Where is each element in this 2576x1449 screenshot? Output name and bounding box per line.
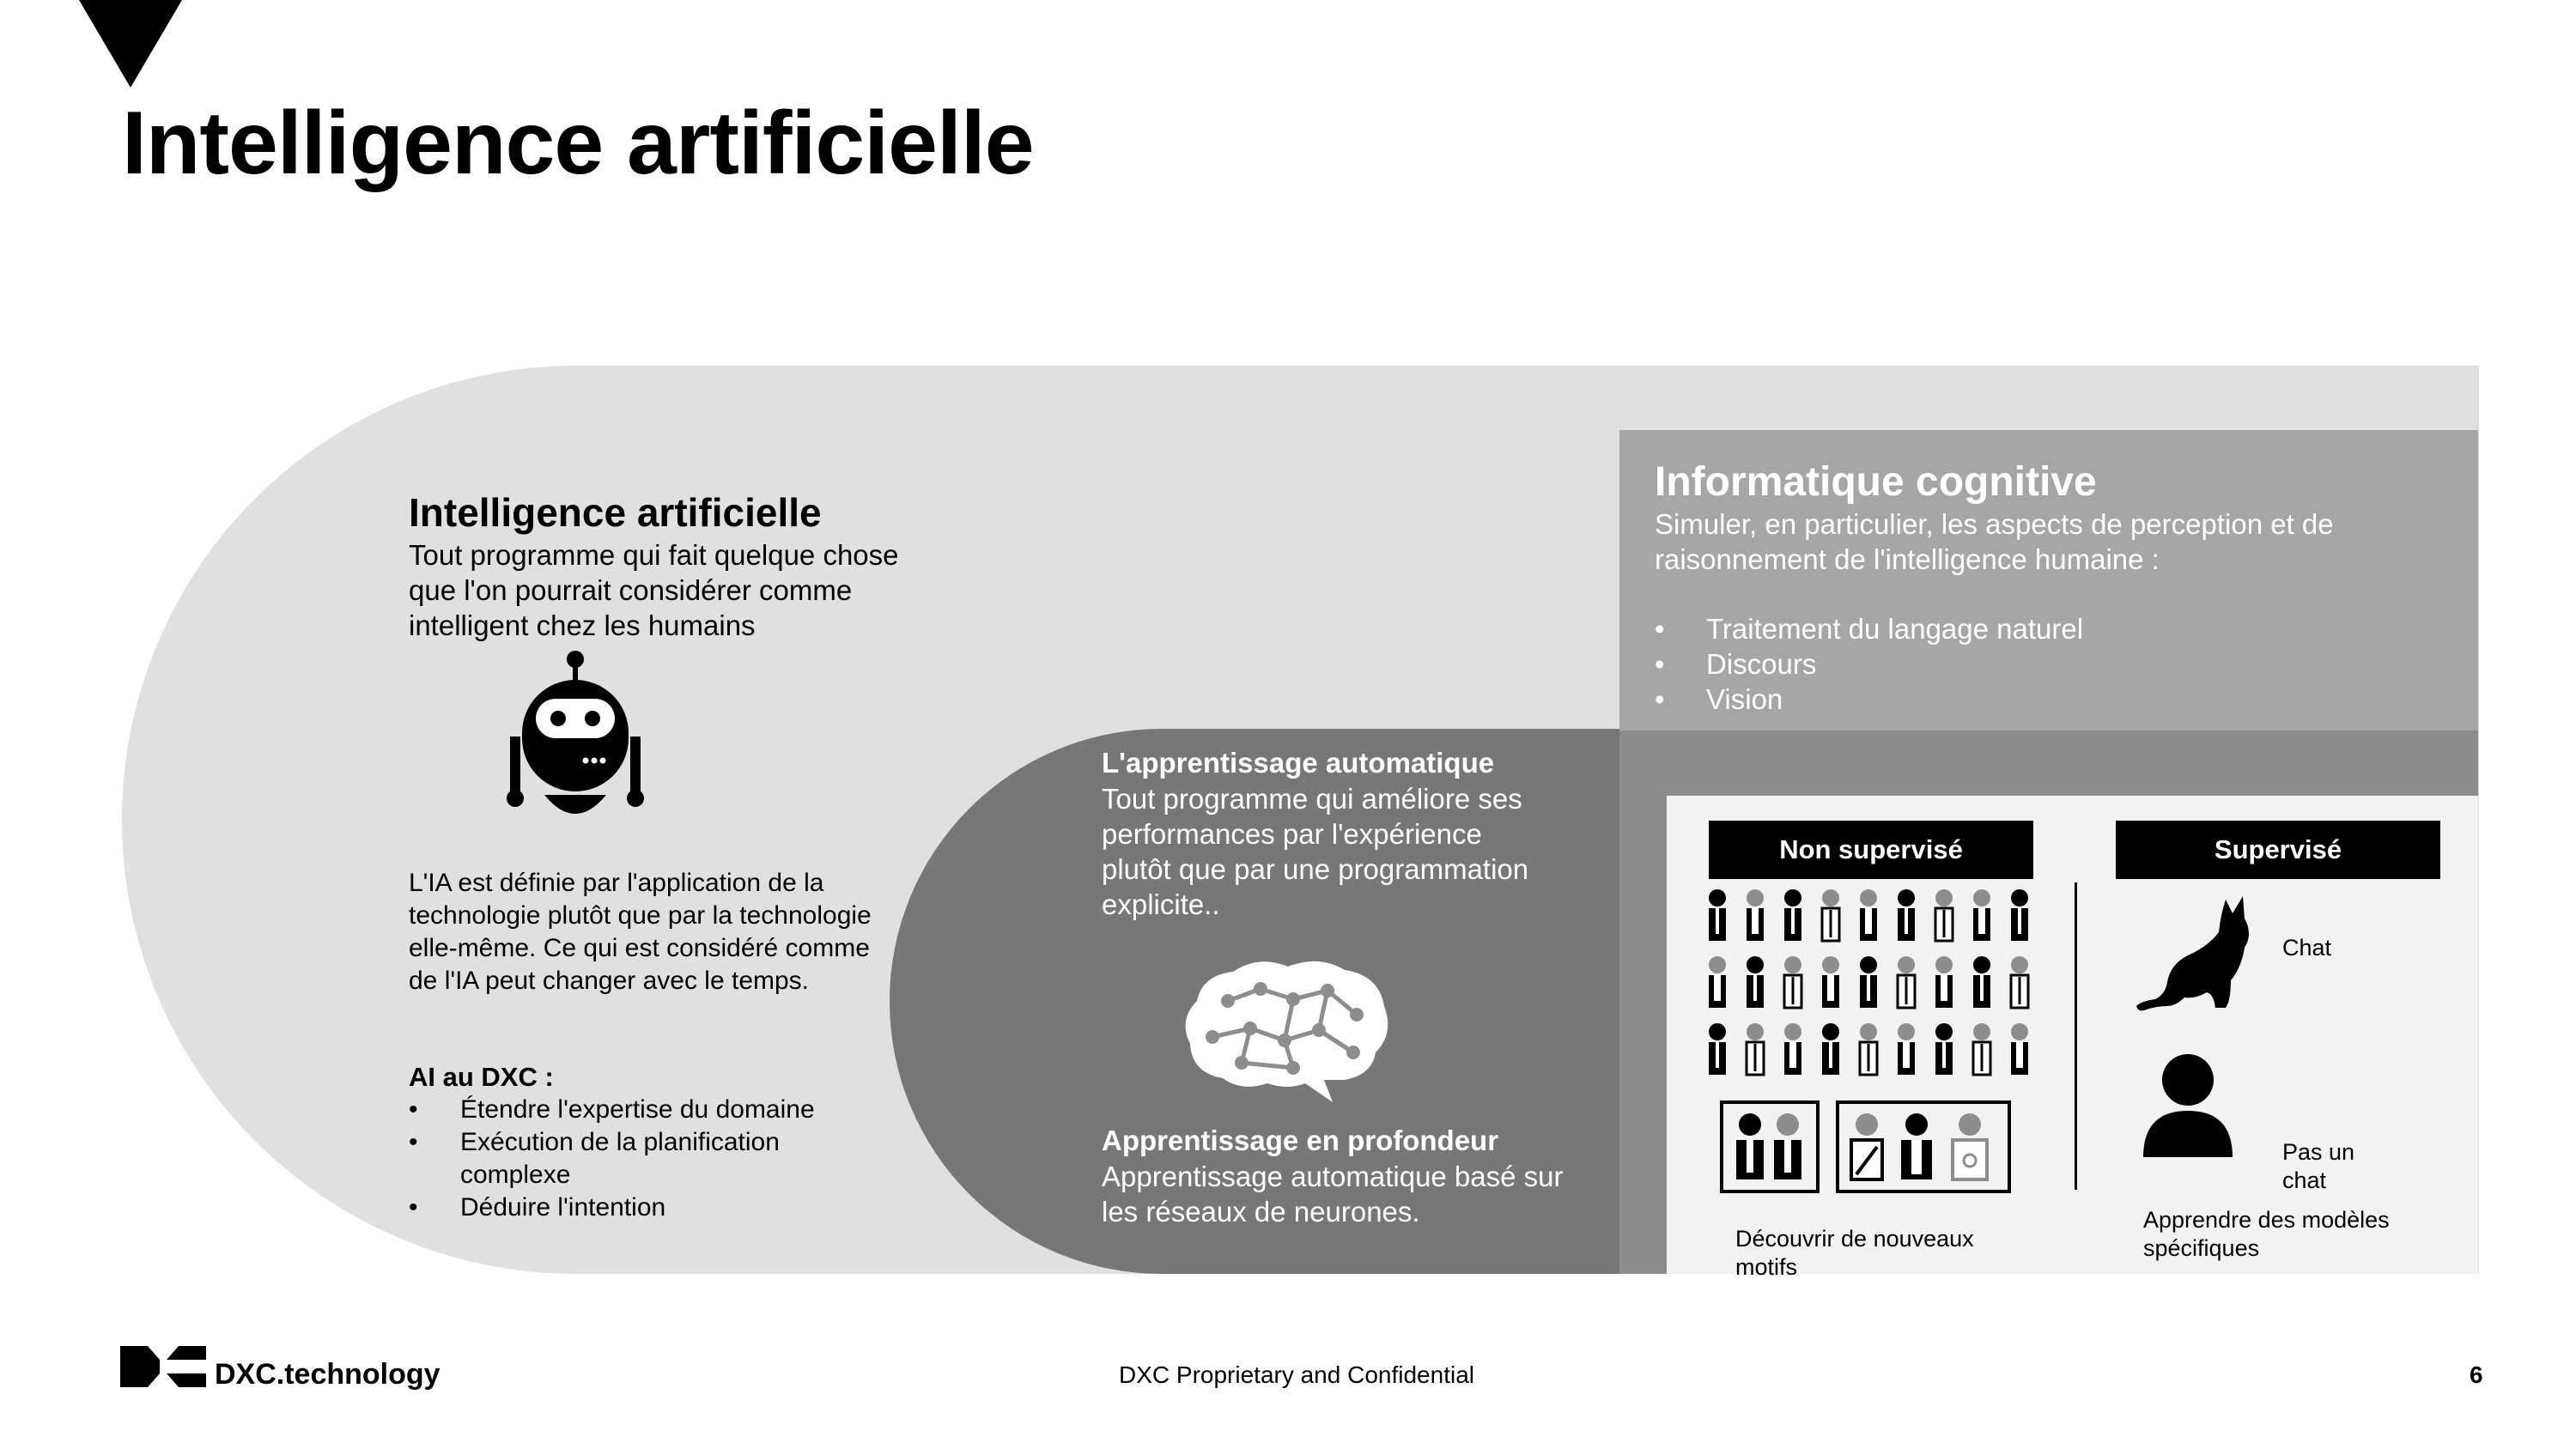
brain-icon — [1182, 955, 1394, 1107]
footer-brand: DXC.technology — [215, 1358, 440, 1391]
page-title: Intelligence artificielle — [122, 94, 1034, 193]
robot-icon — [507, 651, 644, 829]
cognitive-item: • Vision — [1655, 682, 2083, 717]
people-icon — [1709, 889, 2056, 1076]
cognitive-list — [1655, 611, 2083, 717]
deep-learning-heading: Apprentissage en profondeur — [1102, 1125, 1499, 1156]
dxc-item: • Déduire l'intention — [409, 1191, 890, 1224]
dxc-item: • Étendre l'expertise du domaine — [409, 1094, 890, 1126]
deep-learning-description: Apprentissage automatique basé sur les réseaux de neurones. — [1102, 1161, 1564, 1228]
cognitive-item: • Traitement du langage naturel — [1655, 611, 2083, 646]
ml-heading: L'apprentissage automatique — [1102, 747, 1495, 779]
page-number: 6 — [2470, 1361, 2483, 1388]
learning-divider — [2075, 882, 2077, 1190]
unsupervised-label: Non supervisé — [1709, 821, 2033, 879]
cat-icon — [2136, 891, 2260, 1016]
cognitive-item: • Discours — [1655, 646, 2083, 682]
footer-confidential: DXC Proprietary and Confidential — [1119, 1361, 1474, 1388]
ai-definition: L'IA est définie par l'application de la technologie plutôt que par la technologie elle-même. Ce qui est considéré comme de l'IA peut changer avec le temps. — [409, 869, 872, 995]
ai-description: Tout programme qui fait quelque chose que l'on pourrait considérer comme intelligent chez les humains — [409, 539, 899, 641]
ml-description: Tout programme qui améliore ses performances par l'expérience plutôt que par une programmation explicite.. — [1102, 783, 1529, 920]
dxc-logo-icon — [120, 1341, 206, 1392]
dxc-item: • Exécution de la planification complexe — [409, 1126, 890, 1191]
cognitive-heading: Informatique cognitive — [1655, 459, 2097, 505]
not-chat-label: Pas un chat — [2282, 1139, 2355, 1193]
learn-label: Apprendre des modèles spécifiques — [2143, 1207, 2390, 1261]
people-icon — [1735, 1113, 1807, 1181]
people-icon — [1848, 1113, 1999, 1181]
corner-triangle — [79, 0, 182, 88]
discover-label: Découvrir de nouveaux motifs — [1735, 1226, 1974, 1280]
chat-label: Chat — [2282, 935, 2332, 961]
person-icon — [2143, 1054, 2233, 1157]
dxc-heading: AI au DXC : — [409, 1062, 554, 1092]
cognitive-description: Simuler, en particulier, les aspects de perception et de raisonnement de l'intelligence humaine : — [1655, 508, 2334, 575]
ai-heading: Intelligence artificielle — [409, 490, 822, 535]
dxc-list — [409, 1094, 890, 1224]
supervised-label: Supervisé — [2116, 821, 2440, 879]
